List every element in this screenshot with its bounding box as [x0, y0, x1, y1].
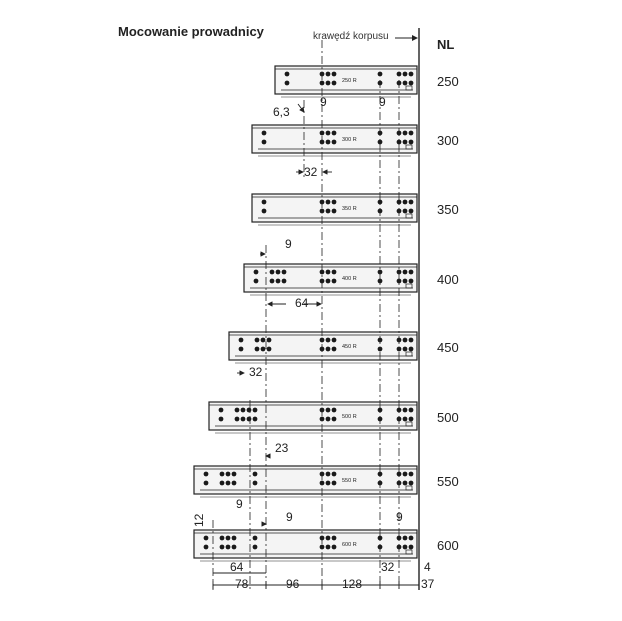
rail-stamp: 300 R: [342, 137, 357, 143]
diagram-title: Mocowanie prowadnicy: [118, 24, 264, 39]
rail-stamp: 250 R: [342, 78, 357, 84]
nl-value-550: 550: [437, 474, 459, 489]
dimension-label: 64: [230, 560, 244, 574]
drawer-slide-450: [229, 332, 417, 363]
cabinet-edge-label: krawędź korpusu: [313, 31, 389, 42]
drawer-slide-250: [275, 66, 417, 97]
drawer-slide-600: [194, 530, 417, 561]
dimension-label: 9: [286, 510, 293, 524]
dimension-line: [298, 104, 304, 112]
rail-stamp: 550 R: [342, 478, 357, 484]
dimension-label: 23: [275, 441, 289, 455]
dimension-label: 4: [424, 560, 431, 574]
dimension-label: 37: [421, 577, 435, 591]
nl-value-300: 300: [437, 133, 459, 148]
dimension-label: 32: [249, 365, 263, 379]
nl-column-header: NL: [437, 37, 455, 52]
dimension-label: 9: [396, 510, 403, 524]
dimension-label: 6,3: [273, 105, 290, 119]
dimension-label: 12: [192, 513, 206, 527]
dimension-label: 9: [236, 497, 243, 511]
dimension-label: 64: [295, 296, 309, 310]
drawer-slide-300: [252, 125, 417, 156]
dimension-label: 96: [286, 577, 300, 591]
rail-stamp: 600 R: [342, 542, 357, 548]
dimension-label: 9: [320, 95, 327, 109]
nl-value-350: 350: [437, 202, 459, 217]
nl-value-500: 500: [437, 410, 459, 425]
dimension-label: 32: [381, 560, 395, 574]
nl-value-400: 400: [437, 272, 459, 287]
rail-stamp: 400 R: [342, 276, 357, 282]
rail-stamp: 450 R: [342, 344, 357, 350]
dimension-label: 128: [342, 577, 363, 591]
dimension-label: 78: [235, 577, 249, 591]
rail-stamp: 350 R: [342, 206, 357, 212]
nl-value-450: 450: [437, 340, 459, 355]
nl-value-600: 600: [437, 538, 459, 553]
rail-stamp: 500 R: [342, 414, 357, 420]
dimension-label: 32: [304, 165, 318, 179]
drawer-slide-400: [244, 264, 417, 295]
drawer-slide-550: [194, 466, 417, 497]
dimension-label: 9: [285, 237, 292, 251]
drawer-slide-350: [252, 194, 417, 225]
drawer-slide-500: [209, 402, 417, 433]
nl-value-250: 250: [437, 74, 459, 89]
dimension-label: 9: [379, 95, 386, 109]
